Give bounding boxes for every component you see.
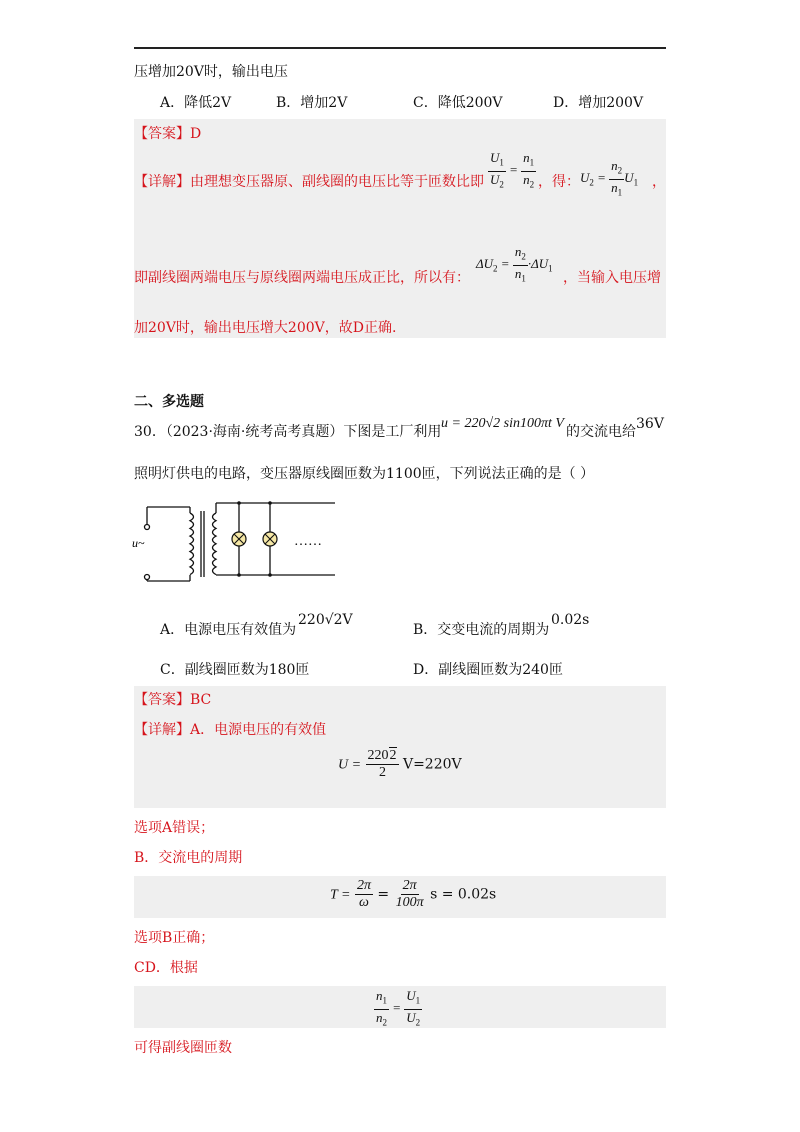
q30-detail-b: B．交流电的周期 [134, 850, 243, 866]
q30-option-a-value: 220√2V [298, 612, 353, 628]
formula-delta-u: $\Delta U_2$ = $\frac{n_2}{n_1}$ $\cdot\Delta U_1$ [476, 244, 553, 284]
q29-detail-line2-tail: ，当输入电压增 [563, 270, 661, 286]
q29-detail-line1: 【详解】由理想变压器原、副线圈的电压比等于匝数比即 [134, 174, 484, 190]
q30-stem-line1: 30．（2023·海南·统考高考真题）下图是工厂利用 [134, 424, 442, 440]
q29-answer-box [134, 119, 666, 338]
q29-option-c: C．降低200V [413, 95, 503, 111]
section-title: 二、多选题 [134, 394, 204, 410]
lamp-icon [232, 532, 246, 546]
q30-option-b-result: 选项B正确； [134, 930, 215, 946]
equation-u-effective: U = $\frac{2202}{2}$ V=220V [338, 748, 462, 780]
formula-u2: $U_2$ = $\frac{n_2}{n_1}$ $U_1$ [580, 158, 639, 198]
q30-answer-box [134, 686, 666, 808]
circuit-source-label: u~ [132, 536, 145, 550]
equation-period: T = $\frac{2\pi}{\omega}$ = $\frac{2\pi}{100\pi}$ s = 0.02s [330, 878, 497, 910]
equation-turns-ratio: $\frac{n_1}{n_2}$ = $\frac{U_1}{U_2}$ [376, 988, 421, 1028]
q30-option-b: B．交变电流的周期为 [413, 622, 550, 638]
lamp-icon [263, 532, 277, 546]
q29-option-d: D．增加200V [553, 95, 644, 111]
circuit-diagram [130, 495, 340, 590]
q30-option-a: A．电源电压有效值为 [160, 622, 297, 638]
q29-answer: 【答案】D [134, 126, 202, 142]
formula-voltage-ratio: $\frac{U_1}{U_2}$ = $\frac{n_1}{n_2}$ [490, 150, 535, 190]
q30-stem-mid: 的交流电给 [566, 424, 636, 440]
q30-option-b-value: 0.02s [551, 612, 590, 628]
q29-detail-got: ，得： [538, 174, 580, 190]
q30-option-c: C．副线圈匝数为180匝 [160, 662, 310, 678]
q30-stem-value: 36V [636, 416, 664, 432]
q29-detail-comma: ， [652, 174, 666, 190]
q30-conclusion: 可得副线圈匝数 [134, 1040, 232, 1056]
q29-stem-tail: 压增加20V时，输出电压 [134, 64, 288, 80]
circuit-dots: …… [294, 534, 322, 549]
q29-option-a: A．降低2V [160, 95, 232, 111]
q30-answer: 【答案】BC [134, 692, 212, 708]
header-rule [134, 47, 666, 49]
q30-detail-a: 【详解】A．电源电压的有效值 [134, 722, 327, 738]
q29-option-b: B．增加2V [276, 95, 348, 111]
q30-detail-cd: CD．根据 [134, 960, 198, 976]
q29-detail-line3: 加20V时，输出电压增大200V，故D正确. [134, 320, 397, 336]
q29-detail-line2: 即副线圈两端电压与原线圈两端电压成正比，所以有： [134, 270, 470, 286]
q30-option-d: D．副线圈匝数为240匝 [413, 662, 563, 678]
formula-u-source: u = 220√2 sin100πt V [441, 416, 564, 431]
q30-option-a-result: 选项A错误； [134, 820, 215, 836]
q30-stem-line2: 照明灯供电的电路，变压器原线圈匝数为1100匝，下列说法正确的是（ ） [134, 466, 595, 482]
